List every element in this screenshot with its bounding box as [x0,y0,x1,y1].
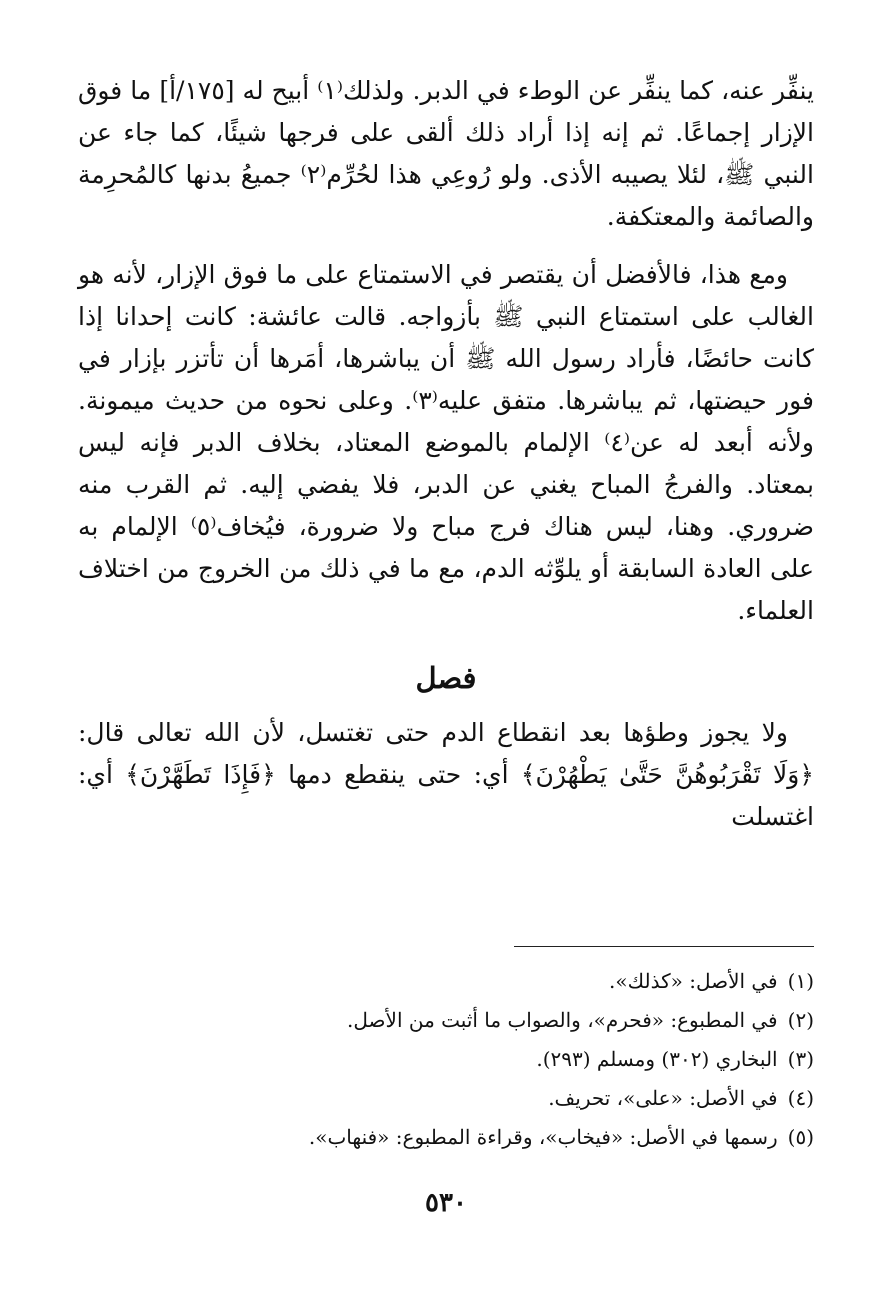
footnote-divider [514,946,814,947]
footnote-item [78,1040,814,1079]
footnote-item [78,962,814,1001]
section-heading: فصل [415,661,477,695]
footnote-text: في المطبوع: «فحرم»، والصواب ما أثبت من الأصل. [347,1008,778,1032]
footnote-number: (٤) [787,1086,814,1110]
footnotes-list [78,962,814,1157]
footnote-item [78,1118,814,1157]
footnote-text: رسمها في الأصل: «فيخاب»، وقراءة المطبوع: «فنهاب». [308,1125,778,1149]
footnote-item [78,1079,814,1118]
footnote-text: في الأصل: «على»، تحريف. [548,1086,778,1110]
footnote-text: البخاري (٣٠٢) ومسلم (٢٩٣). [536,1047,778,1071]
body-paragraph-1: ينفِّر عنه، كما ينفِّر عن الوطء في الدبر. ولذلك⁽١⁾ أبيح له [١٧٥/أ] ما فوق الإزار إجماعًا. ثم إنه إذا أراد ذلك ألقى على فرجها شيئًا، كما جاء عن النبي ﷺ، لئلا يصيبه الأذى. ولو رُوعِي هذا لحُرِّم⁽٢⁾ جميعُ بدنها كالمُحرِمة والصائمة والمعتكفة. [78,76,814,231]
footnote-number: (٥) [787,1125,814,1149]
footnote-number: (١) [787,969,814,993]
page-number: ٥٣٠ [425,1188,467,1218]
footnote-number: (٣) [787,1047,814,1071]
body-paragraph-3: ولا يجوز وطؤها بعد انقطاع الدم حتى تغتسل، لأن الله تعالى قال: ﴿وَلَا تَقْرَبُوهُنَّ حَتَّىٰ يَطْهُرْنَ﴾ أي: حتى ينقطع دمها ﴿فَإِذَا تَطَهَّرْنَ﴾ أي: اغتسلت [78,718,814,831]
body-paragraph-2: ومع هذا، فالأفضل أن يقتصر في الاستمتاع على ما فوق الإزار، لأنه هو الغالب على استمتاع النبي ﷺ بأزواجه. قالت عائشة: كانت إحدانا إذا كانت حائضًا، فأراد رسول الله ﷺ أن يباشرها، أمَرها أن تأتزر بإزار في فور حيضتها، ثم يباشرها. متفق عليه⁽٣⁾. وعلى نحوه من حديث ميمونة. ولأنه أبعد له عن⁽٤⁾ الإلمام بالموضع المعتاد، بخلاف الدبر فإنه ليس بمعتاد. والفرجُ المباح يغني عن الدبر، فلا يفضي إليه. ثم القرب منه ضروري. وهنا، ليس هناك فرج مباح ولا ضرورة، فيُخاف⁽٥⁾ الإلمام به على العادة السابقة أو يلوِّثه الدم، مع ما في ذلك من الخروج من اختلاف العلماء. [78,260,815,625]
footnote-item [78,1001,814,1040]
footnote-number: (٢) [787,1008,814,1032]
page-body [78,70,814,838]
footnote-text: في الأصل: «كذلك». [609,969,778,993]
